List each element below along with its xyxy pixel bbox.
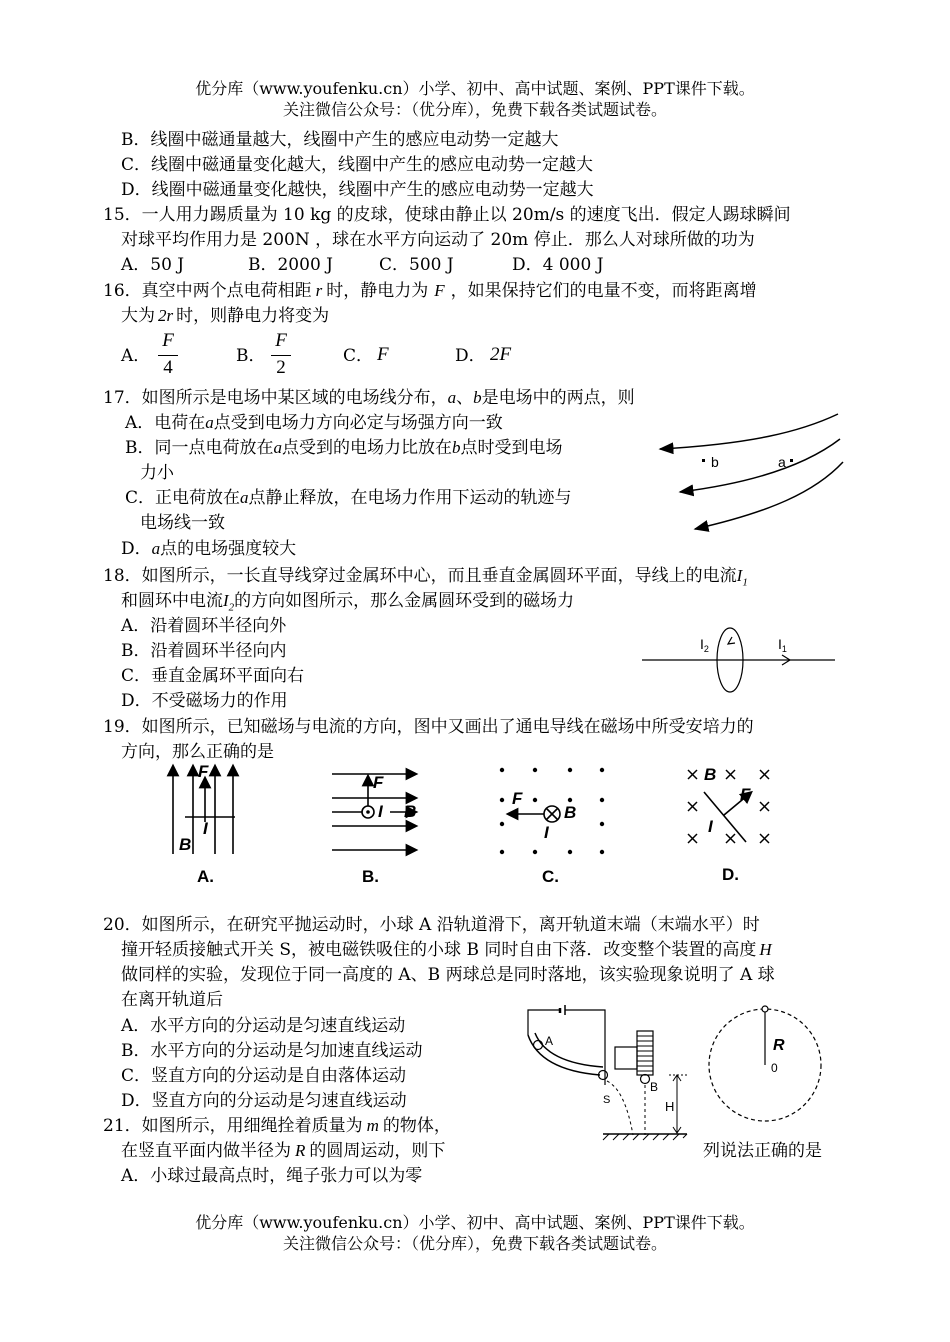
header-line-2: 关注微信公众号：（优分库），免费下载各类试题试卷。 [282,100,667,119]
q21-option-a: A．小球过最高点时，绳子张力可以为零 [121,1166,423,1186]
q17-text: A．电荷在 [125,413,206,433]
q20-stem-line-2 [121,939,772,961]
circuit-wire [528,1010,560,1035]
q17-var-a: a [205,413,214,432]
q16-option-b-denominator: 2 [276,357,286,378]
q21-stem-line-2 [121,1140,445,1162]
electric-field-figure [650,412,850,537]
q21-stem-line-1 [103,1115,451,1137]
q16-option-c-value: F [377,344,389,365]
field-into-page-crosses [688,770,769,843]
q21-text: 的物体， [382,1116,451,1136]
q21-var-r: R [295,1141,306,1160]
q20-text: 撞开轻质接触式开关 S，被电磁铁吸住的小球 B 同时自由下落．改变整个装置的高度 [121,940,757,960]
q18-option-b: B．沿着圆环半径向内 [121,641,287,661]
q17-text: 点受到电场力方向必定与场强方向一致 [213,413,503,433]
q17-text: B．同一点电荷放在 [125,438,274,458]
point-a-dot [790,459,793,462]
q16-option-a-numerator: F [162,330,174,351]
q16-option-c-label: C． [343,346,374,366]
q17-option-c-cont: 电场线一致 [140,513,225,533]
q19-figure-c [490,762,620,887]
fraction-bar [158,355,178,356]
q21-text: 的圆周运动，则下 [309,1141,446,1161]
q17-var-b: b [452,438,461,457]
field-line [695,462,843,529]
header-line-1: 优分库（www.youfenku.cn）小学、初中、高中试题、案例、PPT课件下载。 [195,79,755,98]
q17-var-b: b [473,388,482,407]
q17-var-a: a [151,539,161,558]
q19-stem-line-1: 19．如图所示，已知磁场与电流的方向，图中又画出了通电导线在磁场中所受安培力的 [103,717,754,737]
figure-label-c: C. [542,867,559,886]
q17-text: 是电场中的两点，则 [481,388,635,408]
fraction-bar [271,355,291,356]
q16-stem-line-1 [103,280,757,302]
q20-option-c: C．竖直方向的分运动是自由落体运动 [121,1066,407,1086]
label-b: B [564,803,577,822]
q19-figure-b [330,762,430,887]
q17-var-a: a [447,388,457,407]
label-b: B [650,1080,659,1094]
q16-stem-line-2 [121,305,329,327]
footer-line-2: 关注微信公众号：（优分库），免费下载各类试题试卷。 [282,1234,667,1253]
q20-var-h: H [759,940,772,959]
electromagnet [615,1047,637,1069]
projectile-apparatus-figure [525,1005,695,1140]
label-b: B [404,802,417,821]
q16-option-b-numerator: F [275,330,287,351]
q16-var-r: r [315,281,323,300]
point-b-label: b [711,454,719,470]
q17-text: 点时受到电场 [460,438,563,458]
q18-var-i1: I [736,566,743,585]
ball-a-trajectory [607,1081,633,1135]
q18-var-i2-sub: 2 [228,601,235,614]
label-i1: $I_1$ [778,636,787,654]
q19-stem-line-2: 方向，那么正确的是 [121,742,274,762]
footer-line-1: 优分库（www.youfenku.cn）小学、初中、高中试题、案例、PPT课件下载。 [195,1213,755,1232]
q18-text: 的方向如图所示，那么金属圆环受到的磁场力 [234,591,575,611]
label-i: I [378,802,383,821]
label-o: 0 [771,1061,778,1075]
ring-current-arrow-icon [728,637,735,644]
current-dot [366,810,370,814]
q14-option-c: C．线圈中磁通量变化越大，线圈中产生的感应电动势一定越大 [121,155,594,175]
q16-option-d-label: D． [455,346,486,366]
q15-option-c: C．500 J [379,255,454,275]
q17-text: 点的电场强度较大 [160,539,297,559]
q14-option-d: D．线圈中磁通量变化越快，线圈中产生的感应电动势一定越大 [121,180,594,200]
q20-stem-line-3: 做同样的实验，发现位于同一高度的 A、B 两球总是同时落地，该实验现象说明了 A 球 [121,965,775,985]
field-line [660,414,838,449]
q17-option-c [125,487,572,509]
label-i2: $I_2$ [700,636,709,654]
label-f: F [373,773,384,792]
q17-text: 、 [456,388,474,408]
q18-option-d: D．不受磁场力的作用 [121,691,288,711]
q17-text: 点静止释放，在电场力作用下运动的轨迹与 [248,488,572,508]
label-h: H [665,1099,675,1114]
q15-option-b: B．2000 J [248,255,333,275]
q15-stem-line-2: 对球平均作用力是 200N ，球在水平方向运动了 20m 停止．那么人对球所做的功为 [121,230,755,250]
q15-option-d: D．4 000 J [512,255,604,275]
q14-option-b: B．线圈中磁通量越大，线圈中产生的感应电动势一定越大 [121,130,559,150]
q16-var-f: F [434,281,445,300]
wire-ring-figure [640,625,840,695]
q17-var-a: a [240,488,249,507]
circular-motion-figure [705,1000,830,1130]
point-a-label: a [778,454,786,470]
label-i: I [544,823,549,842]
label-b: B [179,835,192,854]
ball-b [641,1075,650,1084]
q16-text: 时，则静电力将变为 [176,306,330,326]
q20-option-b: B．水平方向的分运动是匀加速直线运动 [121,1041,423,1061]
coil-windings [637,1036,653,1071]
point-b-dot [702,459,705,462]
label-i: I [203,819,208,838]
label-f: F [740,785,751,804]
q17-stem [103,387,635,409]
label-a: A [545,1034,554,1048]
q16-text: 16．真空中两个点电荷相距 [103,281,312,301]
q20-stem-line-1: 20．如图所示，在研究平抛运动时，小球 A 沿轨道滑下，离开轨道末端（末端水平）时 [103,915,760,935]
q17-var-a: a [273,438,282,457]
label-f: F [198,762,209,781]
q16-option-d-value: 2F [490,344,512,365]
q17-text: 点受到的电场力比放在 [282,438,452,458]
q16-option-b-label: B． [236,346,266,366]
q19-figure-d [682,762,792,887]
q20-option-a: A．水平方向的分运动是匀速直线运动 [121,1016,406,1036]
q20-option-d: D．竖直方向的分运动是匀速直线运动 [121,1091,407,1111]
label-f: F [512,789,523,808]
q18-var-i2: I [223,591,229,610]
q16-option-a-label: A． [121,346,151,366]
q20-stem-line-4: 在离开轨道后 [121,990,223,1010]
q17-text: D． [121,539,152,559]
label-b: B [704,765,717,784]
label-i: I [708,817,713,836]
q17-option-b [125,437,563,459]
q21-text: 21．如图所示，用细绳拴着质量为 [103,1116,363,1136]
q15-stem-line-1: 15．一人用力踢质量为 10 kg 的皮球，使球由静止以 20m/s 的速度飞出．假定人踢球瞬间 [103,205,791,225]
q16-text: 时，静电力为 [326,281,429,301]
q18-text: 和圆环中电流 [121,591,223,611]
electromagnet-coil [637,1031,653,1075]
q16-var-2r: 2r [158,306,174,325]
ball [762,1006,768,1012]
q17-text: 17．如图所示是电场中某区域的电场线分布， [103,388,448,408]
q18-var-i1-sub: 1 [742,576,748,589]
field-out-of-page-dots [500,768,604,854]
q19-figure-a [165,762,255,887]
q17-option-d [121,538,296,560]
q18-option-c: C．垂直金属环平面向右 [121,666,305,686]
figure-label-a: A. [197,867,214,886]
label-r: R [773,1037,785,1054]
q17-text: C．正电荷放在 [125,488,241,508]
q21-var-m: m [366,1116,379,1135]
q16-option-a-denominator: 4 [163,357,173,378]
ball-a [534,1041,543,1050]
q21-stem-line-2-end: 列说法正确的是 [703,1141,822,1161]
q17-option-a [125,412,503,434]
q16-text: ，如果保持它们的电量不变，而将距离增 [450,281,757,301]
q16-text: 大为 [121,306,155,326]
figure-label-d: D. [722,865,739,884]
q21-text: 在竖直平面内做半径为 [121,1141,291,1161]
label-s: S [603,1094,611,1106]
figure-label-b: B. [362,867,379,886]
q17-option-b-cont: 力小 [140,463,174,483]
q18-option-a: A．沿着圆环半径向外 [121,616,287,636]
q18-text: 18．如图所示，一长直导线穿过金属环中心，而且垂直金属圆环平面，导线上的电流 [103,566,737,586]
q15-option-a: A．50 J [121,255,185,275]
